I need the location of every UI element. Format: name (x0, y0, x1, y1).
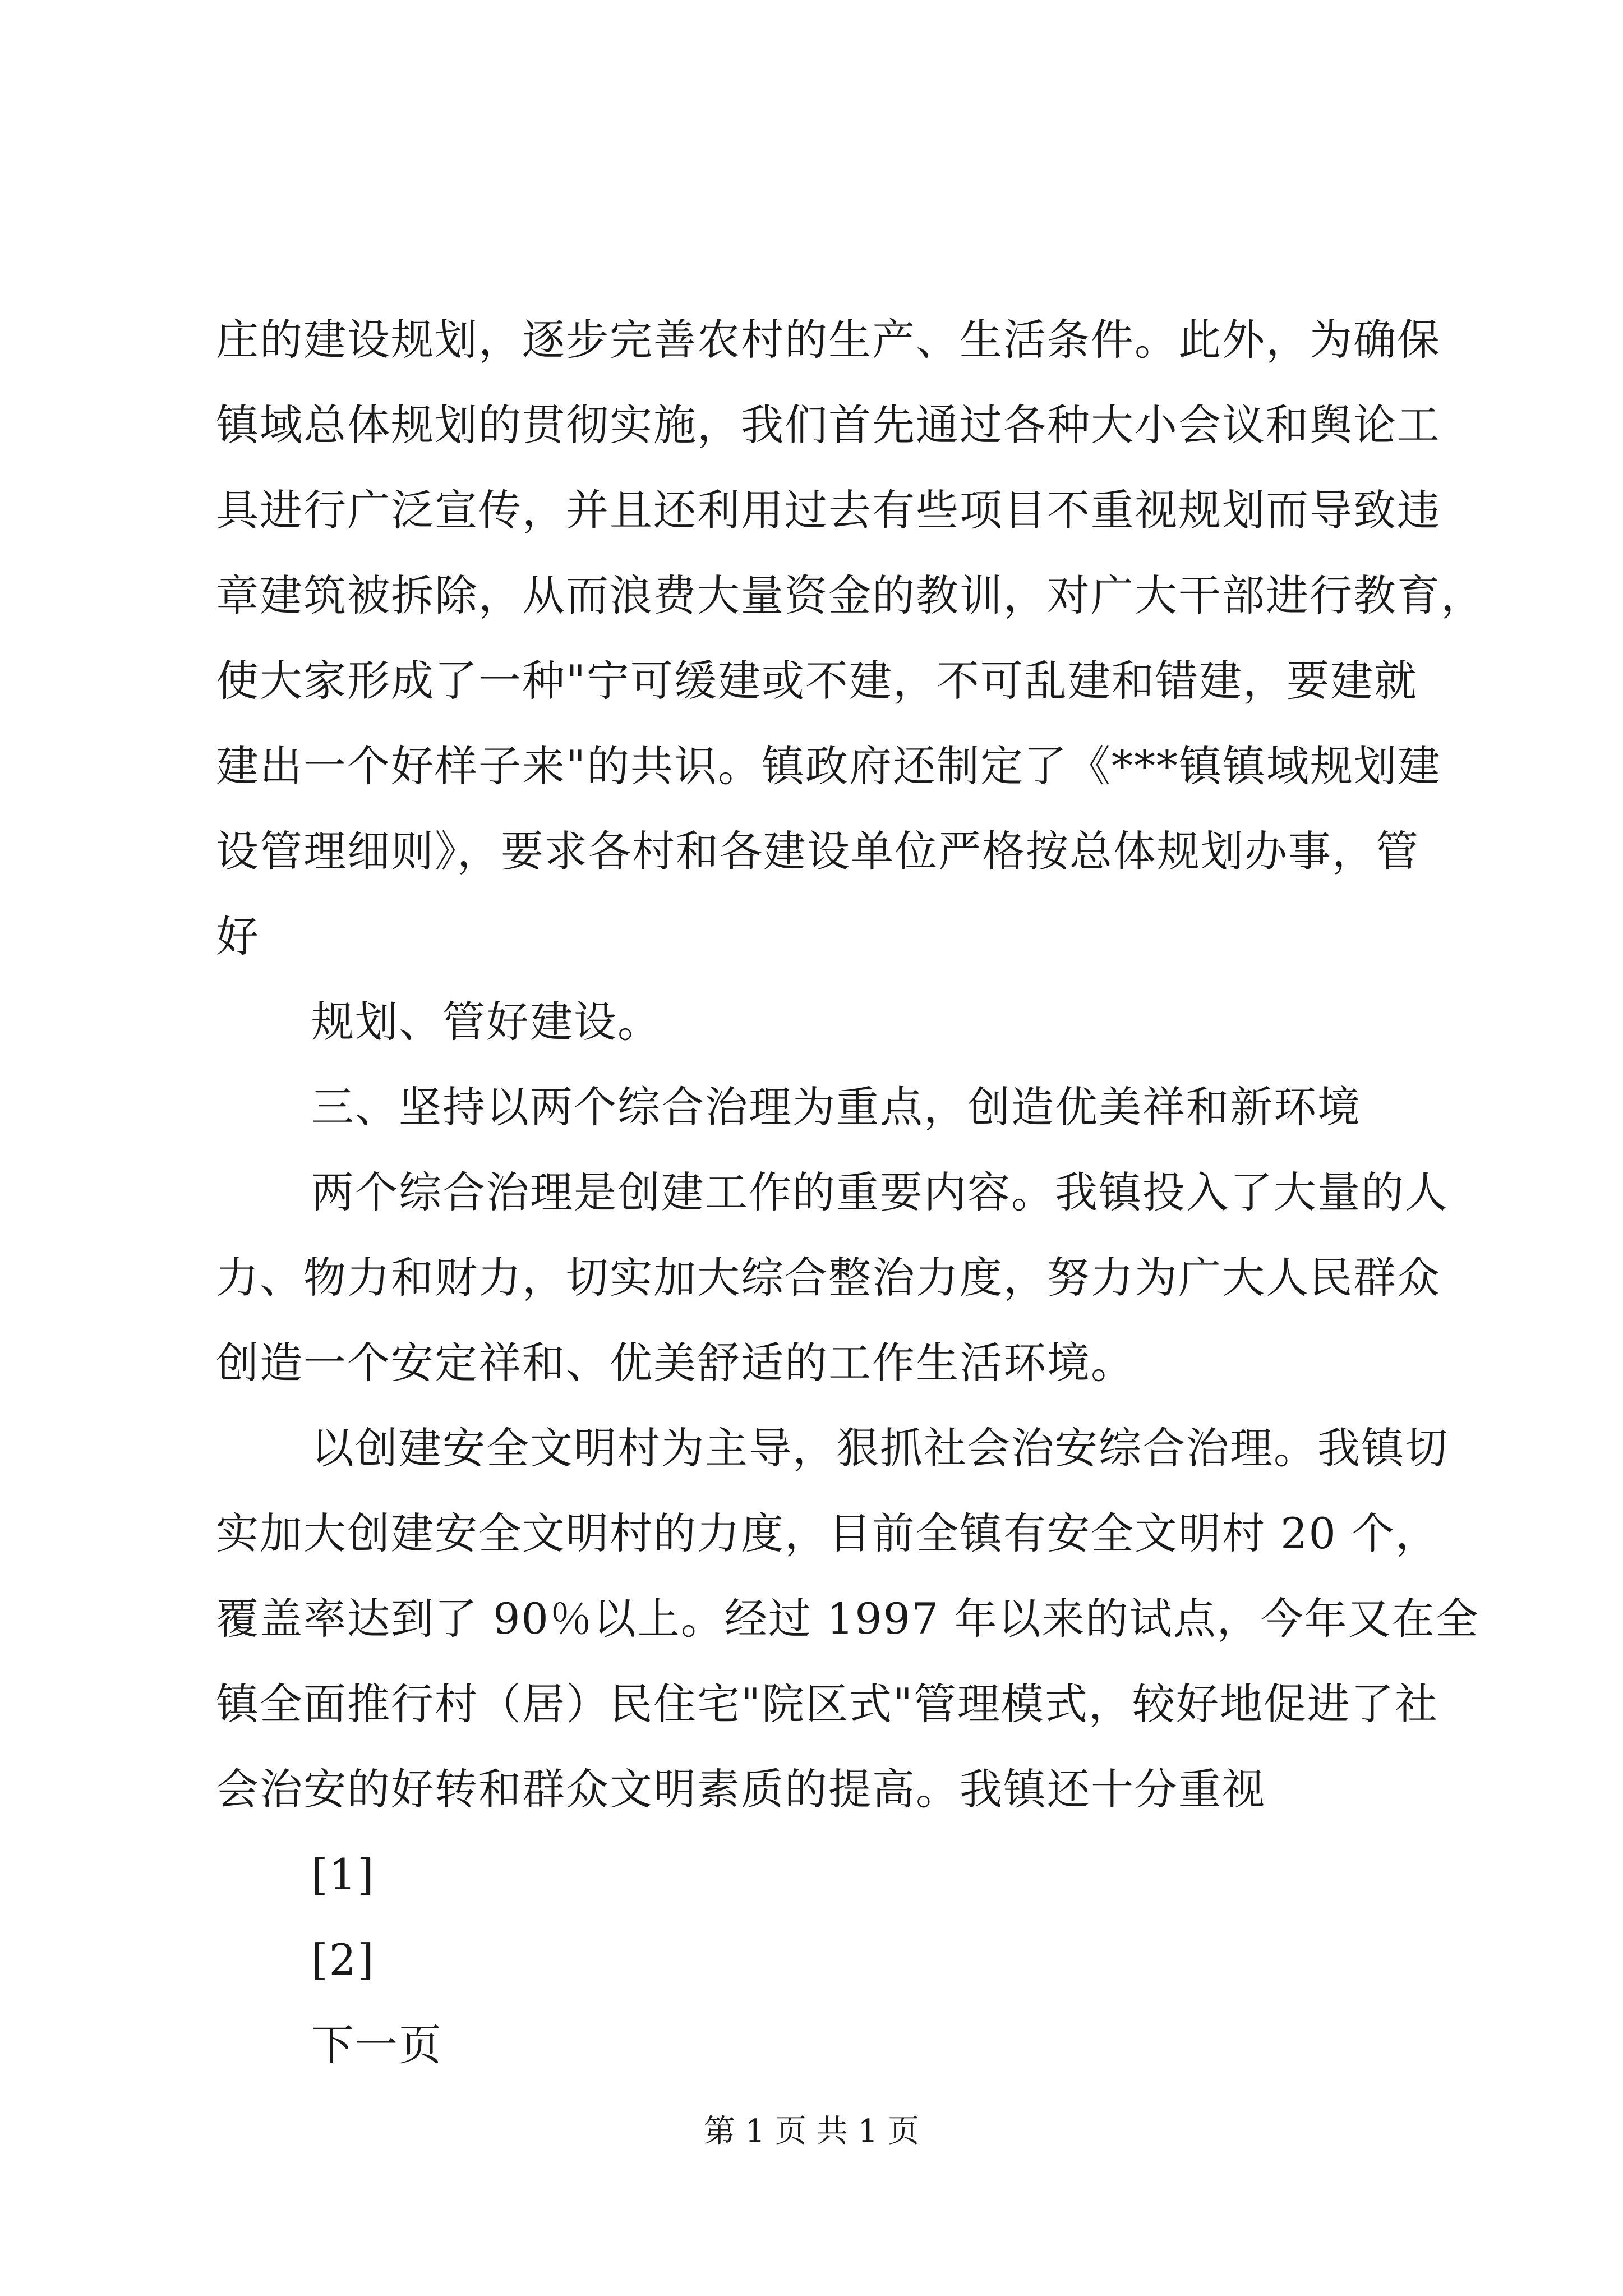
text-line: 庄的建设规划，逐步完善农村的生产、生活条件。此外，为确保 (216, 315, 1441, 365)
page-link-1[interactable]: [1] (311, 1849, 375, 1899)
text-line: 好 (216, 912, 260, 961)
text-line: 镇域总体规划的贯彻实施，我们首先通过各种大小会议和舆论工 (216, 400, 1441, 450)
text-line: 建出一个好样子来"的共识。镇政府还制定了《***镇镇域规划建 (216, 741, 1441, 791)
text-line: 力、物力和财力，切实加大综合整治力度，努力为广大人民群众 (216, 1253, 1441, 1303)
paragraph-first-line: 以创建安全文明村为主导，狠抓社会治安综合治理。我镇切 (311, 1423, 1449, 1473)
text-line: 使大家形成了一种"宁可缓建或不建，不可乱建和错建，要建就 (216, 656, 1418, 706)
text-line: 覆盖率达到了 90％以上。经过 1997 年以来的试点，今年又在全 (216, 1594, 1479, 1644)
text-line: 会治安的好转和群众文明素质的提高。我镇还十分重视 (216, 1764, 1266, 1814)
text-line: 规划、管好建设。 (311, 997, 661, 1047)
text-line: 具进行广泛宣传，并且还利用过去有些项目不重视规划而导致违 (216, 485, 1441, 535)
paragraph-first-line: 两个综合治理是创建工作的重要内容。我镇投入了大量的人 (311, 1167, 1449, 1217)
text-line: 实加大创建安全文明村的力度，目前全镇有安全文明村 20 个， (216, 1508, 1440, 1558)
text-line: 镇全面推行村（居）民住宅"院区式"管理模式，较好地促进了社 (216, 1679, 1438, 1729)
document-body (216, 297, 1484, 2088)
page-footer: 第 1 页 共 1 页 (703, 2113, 920, 2150)
section-heading: 三、坚持以两个综合治理为重点，创造优美祥和新环境 (311, 1082, 1361, 1132)
text-line: 设管理细则》，要求各村和各建设单位严格按总体规划办事，管 (216, 826, 1419, 876)
text-line: 创造一个安定祥和、优美舒适的工作生活环境。 (216, 1338, 1135, 1388)
page-link-2[interactable]: [2] (311, 1935, 375, 1985)
next-page-link[interactable]: 下一页 (311, 2020, 442, 2070)
text-line: 章建筑被拆除，从而浪费大量资金的教训，对广大干部进行教育， (216, 570, 1484, 620)
